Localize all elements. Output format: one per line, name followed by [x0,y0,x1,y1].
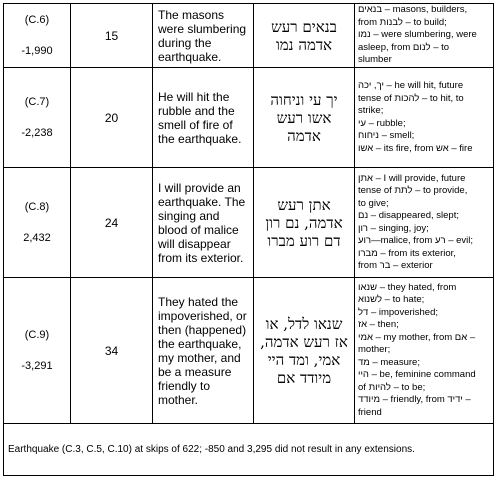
hebrew-text [254,278,355,424]
glossary-line: שנאו – they hated, from [358,281,457,293]
earthquake-codes-table [3,3,494,476]
glossary-cell [355,68,494,168]
glossary-line: slumber [358,54,392,66]
glossary-line: אשו – its fire, from אש – fire [358,142,473,154]
glossary-line: tense of להכות – to hit, to [358,92,464,104]
glossary-line: רון – singing, joy; [358,222,429,234]
code-id-cell [4,68,71,168]
row-number: 15 [71,4,153,68]
glossary-line: יך, יכה – he will hit, future [358,80,464,91]
hebrew-line: אתן רעש [277,195,331,214]
glossary-line: friend [358,406,382,418]
glossary-line: לשנוא – to hate; [358,294,425,306]
hebrew-line: אמי, ומד היי [267,350,341,369]
hebrew-line: אשו רעש [276,108,332,127]
hebrew-line: שנאו לדל, או [265,314,343,333]
glossary-line: אמי – my mother, from אם – [358,331,476,343]
glossary-line: היי – be, feminine command [358,369,476,381]
hebrew-line: דם רוע מברו [267,231,341,250]
hebrew-line: אדמה, נם רון [265,213,343,232]
code-label: (C.7) [24,95,50,108]
code-id-cell [4,168,71,278]
glossary-line: מד – measure; [358,356,420,368]
hebrew-text [254,4,355,68]
glossary-line: דל – impoverished; [358,306,439,318]
code-id-cell [4,4,71,68]
english-translation: The masons were slumbering during the earthquake. [153,4,254,68]
skip-value: 2,432 [23,231,51,244]
glossary-line: מברו – from its exterior, [358,247,456,259]
glossary-cell [355,4,494,68]
glossary-line: asleep, from לנום – to [358,41,450,53]
table-row [4,68,494,168]
code-label: (C.6) [24,13,50,26]
table-row [4,168,494,278]
glossary-line: tense of לתת – to provide, [358,185,468,196]
glossary-line: from לבנות – to build; [358,16,447,28]
glossary-line: בנאים – masons, builders, [358,4,468,16]
glossary-line: of להיות – to be; [358,381,426,393]
glossary-line: אתן – I will provide, future [358,172,466,184]
hebrew-line: אז רעש אדמה, [260,332,348,351]
glossary-line: to give; [358,197,389,209]
table-row [4,4,494,68]
skip-value: -3,291 [21,359,53,372]
code-label: (C.9) [24,328,50,341]
hebrew-line: בנאים רעש [271,17,337,36]
footnote-row [4,424,494,476]
glossary-line: ניחוח – smell; [358,130,415,141]
hebrew-line: מיודד אם [276,368,332,387]
table-row [4,278,494,424]
glossary-line: נמו – were slumbering, were [358,29,477,41]
glossary-line: מיודד – friendly, from ידיד – [358,394,471,406]
hebrew-line: אדמה נמו [275,35,333,54]
glossary-line: strike; [358,105,384,116]
hebrew-line: יך עי וניחוה [270,90,338,109]
hebrew-text [254,68,355,168]
glossary-line: mother; [358,344,391,356]
english-translation: I will provide an earthquake. The singing and blood of malice will disappear from its exterior. [153,168,254,278]
english-translation: He will hit the rubble and the smell of fire of the earthquake. [153,68,254,168]
glossary-line: אז – then; [358,319,399,331]
glossary-line: נם – disappeared, slept; [358,210,459,221]
glossary-cell [355,278,494,424]
code-id-cell [4,278,71,424]
english-translation: They hated the impoverished, or then (happened) the earthquake, my mother, and be a measure friendly to mother. [153,278,254,424]
glossary-cell [355,168,494,278]
row-number: 34 [71,278,153,424]
row-number: 20 [71,68,153,168]
skip-value: -1,990 [21,44,53,57]
skip-value: -2,238 [21,126,53,139]
glossary-line: from בר – exterior [358,260,433,271]
row-number: 24 [71,168,153,278]
glossary-line: עי – rubble; [358,117,406,129]
hebrew-text [254,168,355,278]
hebrew-line: אדמה [287,126,321,145]
glossary-line: רוע—malice, from רע – evil; [358,235,474,246]
footnote: Earthquake (C.3, C.5, C.10) at skips of 622; -850 and 3,295 did not result in any extensions. [4,424,494,476]
code-label: (C.8) [24,200,50,213]
